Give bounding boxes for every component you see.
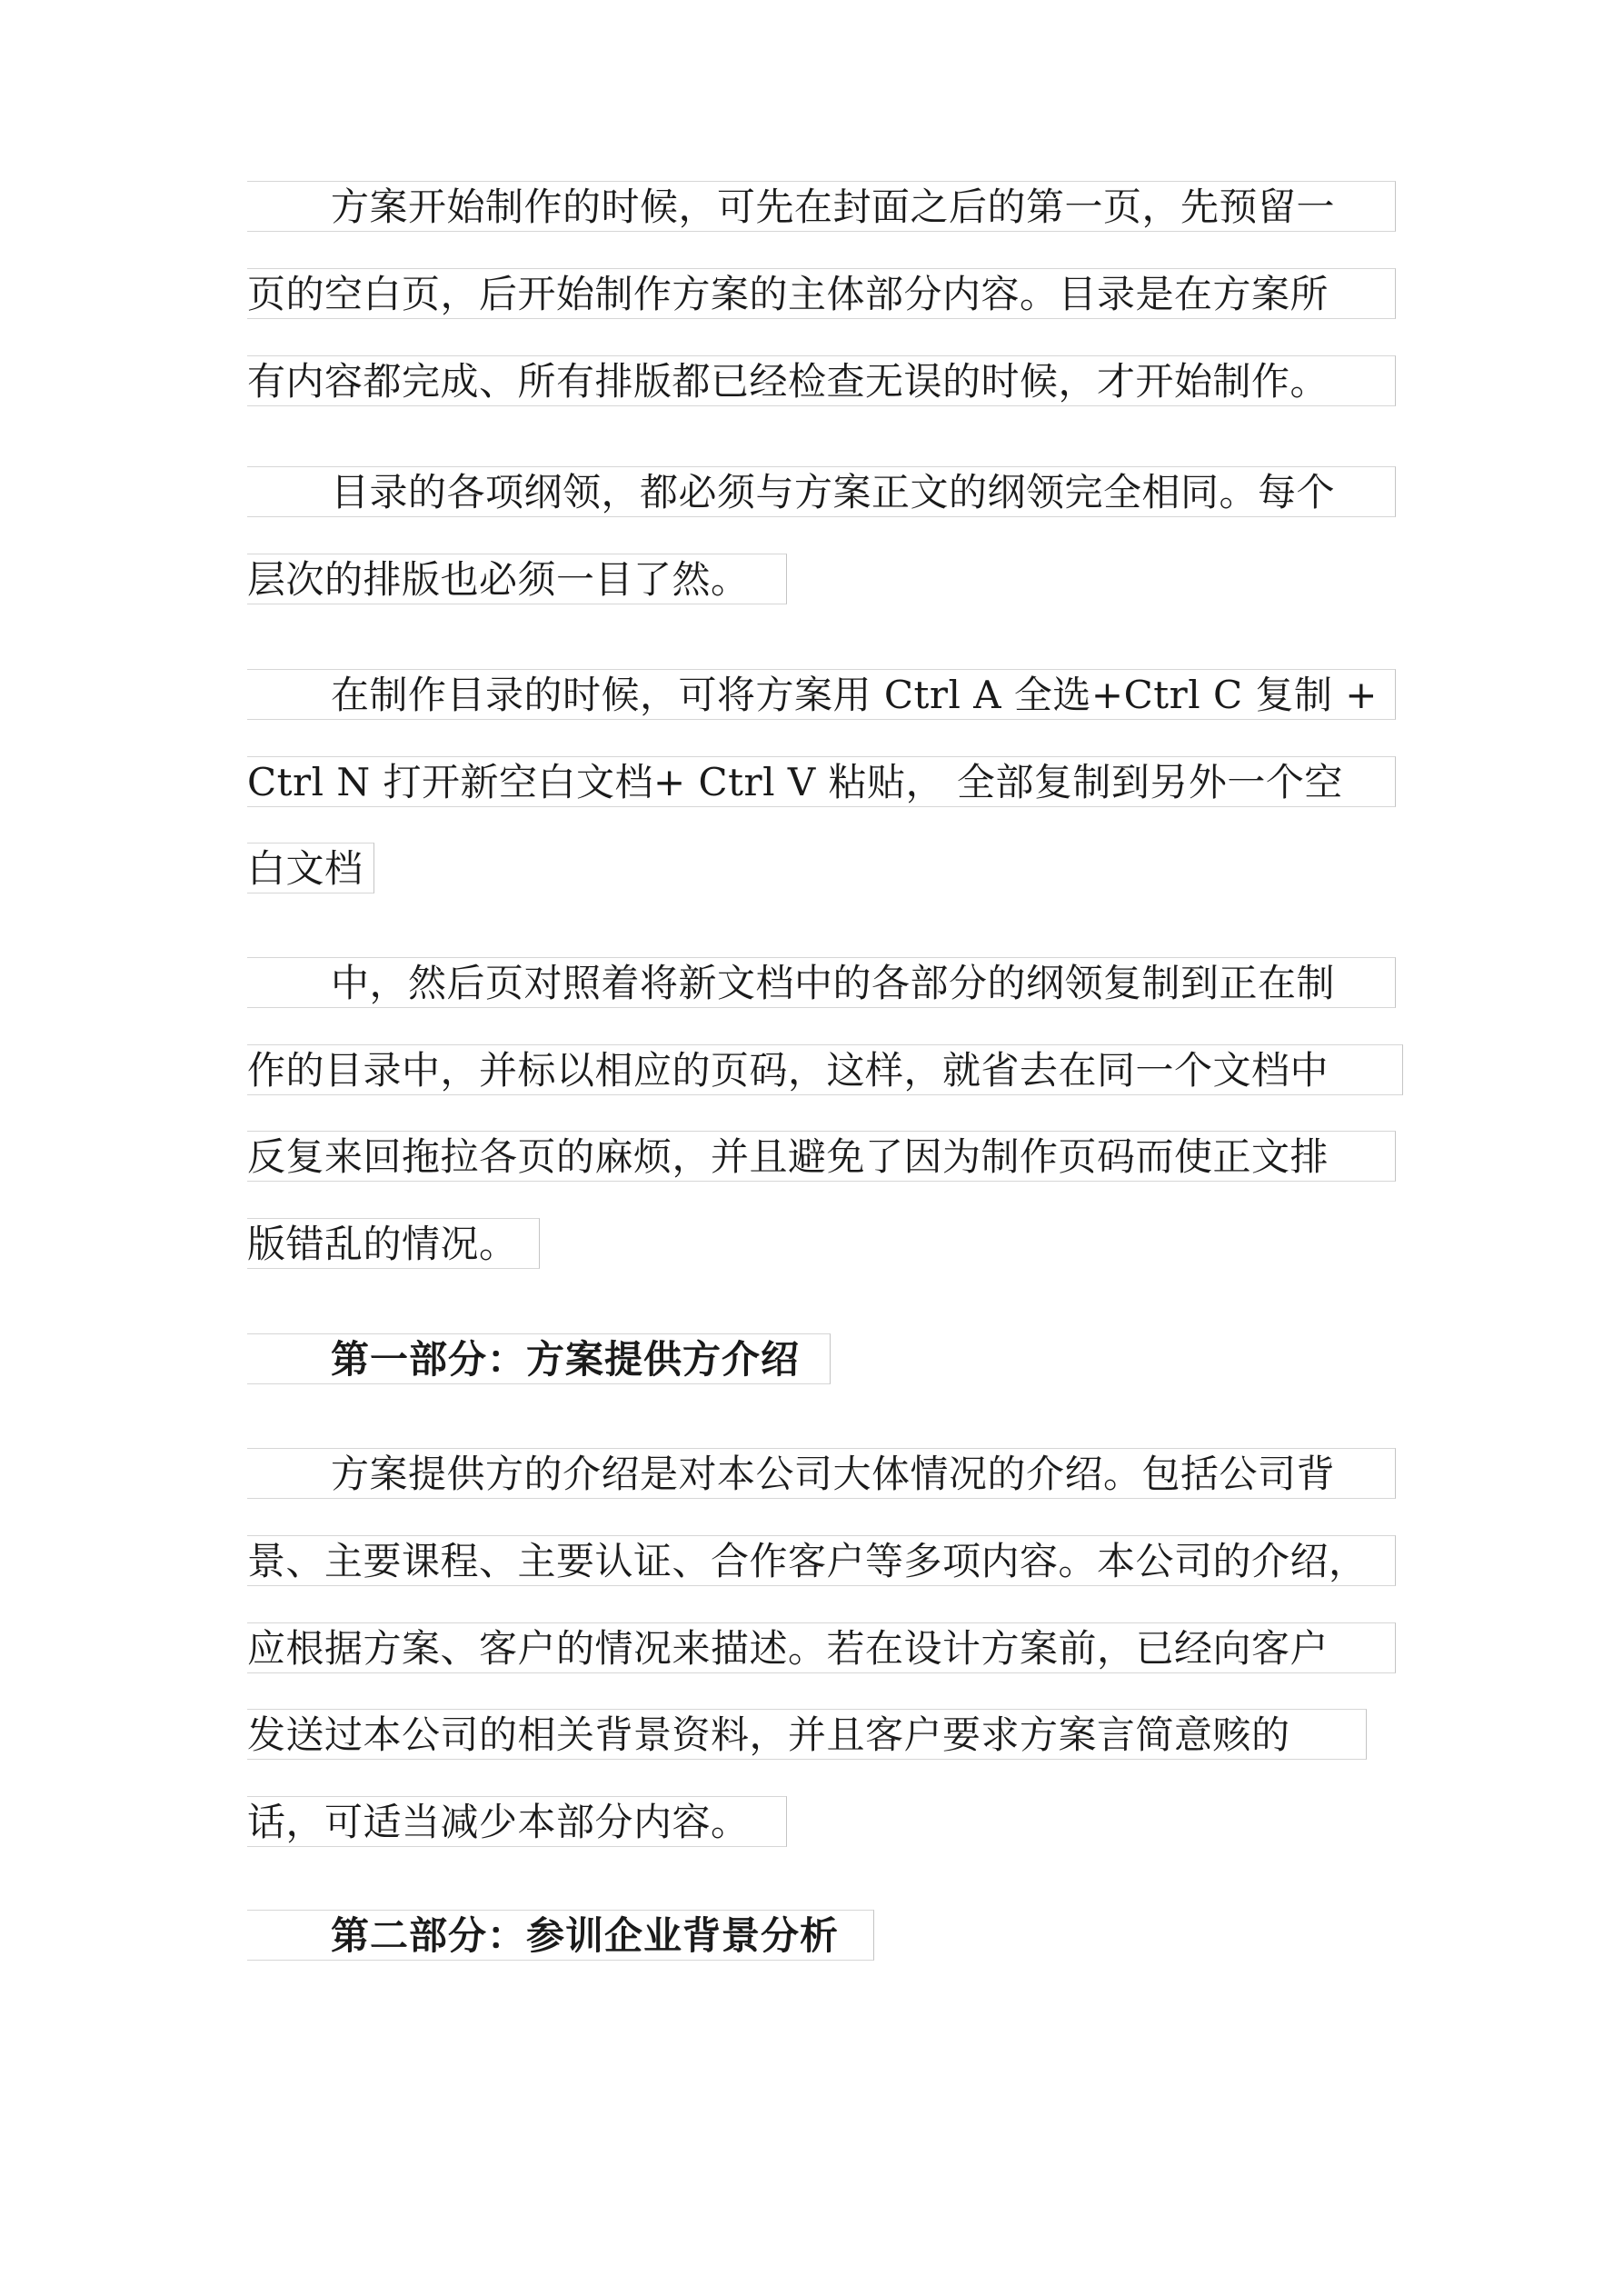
paragraph-5-line-1: 方案提供方的介绍是对本公司大体情况的介绍。包括公司背 [247, 1448, 1396, 1499]
section-heading-part-1: 第一部分：方案提供方介绍 [247, 1333, 831, 1384]
paragraph-4-line-2: 作的目录中，并标以相应的页码，这样，就省去在同一个文档中 [247, 1044, 1403, 1095]
paragraph-1-line-2: 页的空白页，后开始制作方案的主体部分内容。目录是在方案所 [247, 268, 1396, 319]
paragraph-5-line-4: 发送过本公司的相关背景资料，并且客户要求方案言简意赅的 [247, 1709, 1367, 1760]
paragraph-1-line-1: 方案开始制作的时候，可先在封面之后的第一页，先预留一 [247, 181, 1396, 232]
paragraph-2-line-1: 目录的各项纲领，都必须与方案正文的纲领完全相同。每个 [247, 466, 1396, 517]
paragraph-2-line-2: 层次的排版也必须一目了然。 [247, 554, 787, 604]
paragraph-3-line-1: 在制作目录的时候，可将方案用 Ctrl A 全选+Ctrl C 复制 + [247, 669, 1396, 720]
paragraph-5-line-2: 景、主要课程、主要认证、合作客户等多项内容。本公司的介绍， [247, 1535, 1396, 1586]
paragraph-4-line-1: 中，然后页对照着将新文档中的各部分的纲领复制到正在制 [247, 957, 1396, 1008]
paragraph-5-line-3: 应根据方案、客户的情况来描述。若在设计方案前，已经向客户 [247, 1622, 1396, 1673]
paragraph-4-line-4: 版错乱的情况。 [247, 1218, 540, 1269]
paragraph-1-line-3: 有内容都完成、所有排版都已经检查无误的时候，才开始制作。 [247, 355, 1396, 406]
paragraph-4-line-3: 反复来回拖拉各页的麻烦，并且避免了因为制作页码而使正文排 [247, 1131, 1396, 1182]
section-heading-part-2: 第二部分：参训企业背景分析 [247, 1910, 874, 1961]
paragraph-3-line-3: 白文档 [247, 843, 374, 893]
paragraph-3-line-2: Ctrl N 打开新空白文档+ Ctrl V 粘贴， 全部复制到另外一个空 [247, 756, 1396, 807]
paragraph-5-line-5: 话，可适当减少本部分内容。 [247, 1796, 787, 1847]
